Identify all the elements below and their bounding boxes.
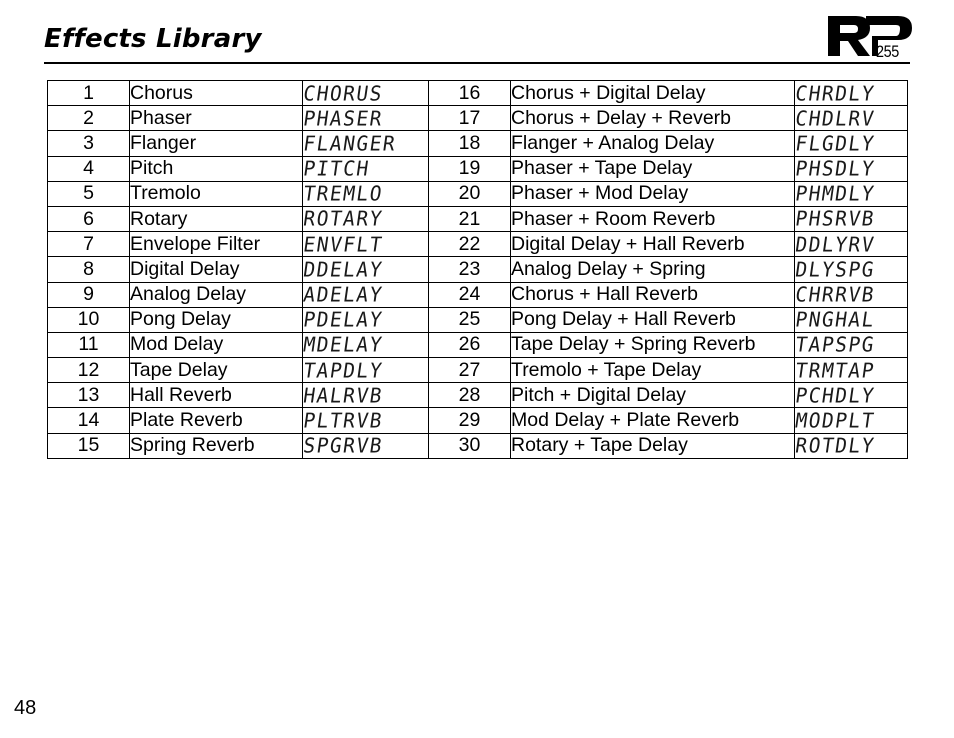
- effect-lcd-code: [793, 81, 910, 106]
- effect-number: 22: [429, 232, 511, 257]
- lcd-text: HALRVB: [301, 383, 385, 408]
- lcd-text: MODPLT: [793, 408, 877, 433]
- lcd-text: TREMLO: [301, 181, 385, 206]
- effect-name: Phaser + Mod Delay: [511, 181, 795, 206]
- lcd-text: DDELAY: [301, 257, 385, 282]
- lcd-text: DLYSPG: [793, 257, 877, 282]
- table-row: [48, 181, 908, 206]
- effect-number: 26: [429, 332, 511, 357]
- effect-number: 10: [48, 307, 130, 332]
- effect-number: 15: [48, 433, 130, 458]
- table-row: [48, 282, 908, 307]
- lcd-text: PHSRVB: [793, 206, 877, 232]
- effect-number: 8: [48, 257, 130, 282]
- lcd-text: FLGDLY: [793, 131, 877, 156]
- effect-lcd-code: [301, 81, 431, 106]
- effect-lcd-code: [793, 408, 910, 433]
- effect-name: Pong Delay + Hall Reverb: [511, 307, 795, 332]
- effect-number: 18: [429, 131, 511, 156]
- effect-number: 1: [48, 81, 130, 106]
- lcd-text: PITCH: [301, 156, 371, 181]
- effect-name: Mod Delay + Plate Reverb: [511, 408, 795, 433]
- lcd-text: CHDLRV: [793, 106, 877, 131]
- lcd-text: FLANGER: [301, 131, 398, 156]
- effect-lcd-code: [793, 131, 910, 156]
- effect-lcd-code: [301, 383, 431, 408]
- effect-number: 17: [429, 106, 511, 131]
- effect-name: Tremolo: [130, 181, 303, 206]
- lcd-text: MDELAY: [301, 332, 385, 358]
- effect-lcd-code: [301, 408, 431, 433]
- table-row: [48, 358, 908, 383]
- effect-number: 7: [48, 232, 130, 257]
- effect-lcd-code: [301, 307, 431, 332]
- effect-name: Plate Reverb: [130, 408, 303, 433]
- lcd-text: CHRRVB: [793, 282, 877, 307]
- effect-number: 2: [48, 106, 130, 131]
- effect-name: Chorus + Delay + Reverb: [511, 106, 795, 131]
- effect-name: Phaser + Room Reverb: [511, 206, 795, 231]
- effect-name: Tape Delay: [130, 358, 303, 383]
- effect-number: 30: [429, 433, 511, 458]
- effect-name: Pitch + Digital Delay: [511, 383, 795, 408]
- table-row: [48, 307, 908, 332]
- lcd-text: PNGHAL: [793, 307, 877, 332]
- effect-number: 12: [48, 358, 130, 383]
- effect-name: Rotary: [130, 206, 303, 231]
- effect-number: 25: [429, 307, 511, 332]
- effect-number: 3: [48, 131, 130, 156]
- table-row: [48, 257, 908, 282]
- effect-number: 16: [429, 81, 511, 106]
- table-row: [48, 433, 908, 458]
- lcd-text: PHMDLY: [793, 181, 877, 206]
- effect-lcd-code: [793, 156, 910, 181]
- lcd-text: PCHDLY: [793, 383, 877, 408]
- effect-name: Analog Delay: [130, 282, 303, 307]
- effect-name: Rotary + Tape Delay: [511, 433, 795, 458]
- lcd-text: ENVFLT: [301, 232, 385, 257]
- effect-number: 21: [429, 206, 511, 231]
- effect-name: Chorus: [130, 81, 303, 106]
- effect-name: Phaser: [130, 106, 303, 131]
- effect-lcd-code: [301, 156, 431, 181]
- effect-lcd-code: [301, 106, 431, 131]
- table-row: [48, 131, 908, 156]
- effect-name: Spring Reverb: [130, 433, 303, 458]
- effect-name: Digital Delay: [130, 257, 303, 282]
- lcd-text: CHRDLY: [793, 81, 877, 106]
- effect-name: Phaser + Tape Delay: [511, 156, 795, 181]
- effect-lcd-code: [793, 206, 910, 231]
- effect-number: 29: [429, 408, 511, 433]
- effect-lcd-code: [301, 358, 431, 383]
- effect-name: Tape Delay + Spring Reverb: [511, 332, 795, 357]
- effect-name: Flanger: [130, 131, 303, 156]
- rp-logo-mark: [826, 10, 914, 62]
- lcd-text: PLTRVB: [301, 408, 385, 433]
- table-row: [48, 383, 908, 408]
- effect-lcd-code: [301, 181, 431, 206]
- effect-number: 4: [48, 156, 130, 181]
- effect-name: Chorus + Digital Delay: [511, 81, 795, 106]
- effect-name: Chorus + Hall Reverb: [511, 282, 795, 307]
- lcd-text: PHSDLY: [793, 156, 877, 181]
- effect-lcd-code: [793, 383, 910, 408]
- effect-number: 27: [429, 358, 511, 383]
- effects-table-body: [48, 81, 908, 459]
- effect-number: 14: [48, 408, 130, 433]
- page-title: Effects Library: [44, 24, 262, 54]
- effect-lcd-code: [301, 433, 431, 458]
- table-row: [48, 156, 908, 181]
- lcd-text: CHORUS: [301, 81, 385, 106]
- effect-lcd-code: [301, 332, 431, 357]
- page-number: 48: [14, 697, 37, 719]
- effect-number: 5: [48, 181, 130, 206]
- rp-logo: [826, 10, 914, 62]
- lcd-text: DDLYRV: [793, 232, 877, 257]
- lcd-text: ROTDLY: [793, 433, 877, 458]
- lcd-text: TAPDLY: [301, 358, 385, 383]
- lcd-text: PHASER: [301, 106, 385, 131]
- effect-number: 13: [48, 383, 130, 408]
- effects-table: [47, 80, 908, 459]
- effect-name: Hall Reverb: [130, 383, 303, 408]
- effect-number: 19: [429, 156, 511, 181]
- effect-lcd-code: [793, 282, 910, 307]
- effect-lcd-code: [793, 332, 910, 357]
- effect-lcd-code: [301, 282, 431, 307]
- effect-number: 28: [429, 383, 511, 408]
- effect-lcd-code: [301, 206, 431, 231]
- lcd-text: SPGRVB: [301, 433, 385, 458]
- effect-lcd-code: [793, 433, 910, 458]
- effect-lcd-code: [793, 358, 910, 383]
- lcd-text: ADELAY: [301, 282, 385, 307]
- effect-number: 20: [429, 181, 511, 206]
- logo-model-number: 255: [876, 42, 899, 61]
- table-row: [48, 232, 908, 257]
- lcd-text: TRMTAP: [793, 358, 877, 383]
- effect-lcd-code: [301, 232, 431, 257]
- effect-name: Mod Delay: [130, 332, 303, 357]
- lcd-text: TAPSPG: [793, 332, 877, 358]
- table-row: [48, 106, 908, 131]
- effect-name: Pong Delay: [130, 307, 303, 332]
- effect-lcd-code: [793, 232, 910, 257]
- effect-name: Analog Delay + Spring: [511, 257, 795, 282]
- table-row: [48, 408, 908, 433]
- effect-number: 23: [429, 257, 511, 282]
- effect-name: Tremolo + Tape Delay: [511, 358, 795, 383]
- effect-lcd-code: [793, 181, 910, 206]
- effect-number: 24: [429, 282, 511, 307]
- effect-lcd-code: [793, 257, 910, 282]
- effect-name: Envelope Filter: [130, 232, 303, 257]
- table-row: [48, 332, 908, 357]
- effect-name: Digital Delay + Hall Reverb: [511, 232, 795, 257]
- effect-lcd-code: [793, 307, 910, 332]
- effect-name: Pitch: [130, 156, 303, 181]
- lcd-text: PDELAY: [301, 307, 385, 332]
- lcd-text: ROTARY: [301, 206, 385, 232]
- effect-lcd-code: [793, 106, 910, 131]
- table-row: [48, 206, 908, 231]
- effect-name: Flanger + Analog Delay: [511, 131, 795, 156]
- effect-lcd-code: [301, 257, 431, 282]
- effect-number: 9: [48, 282, 130, 307]
- header-rule: [44, 62, 910, 64]
- effect-number: 6: [48, 206, 130, 231]
- effect-number: 11: [48, 332, 130, 357]
- table-row: [48, 81, 908, 106]
- effect-lcd-code: [301, 131, 431, 156]
